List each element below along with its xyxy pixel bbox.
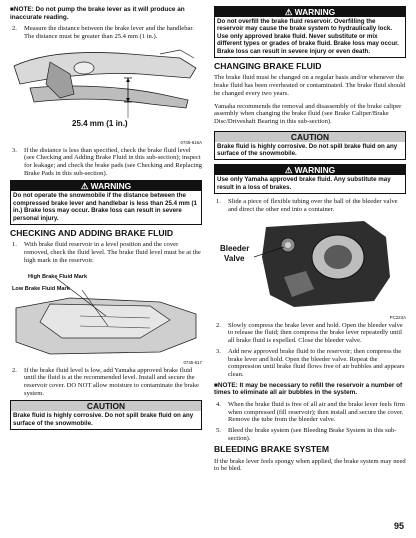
warning-box-overfill (214, 6, 406, 58)
step-text: With brake fluid reservoir in a level position and the cover removed, check the fluid level. The brake fluid level must be at the high mark in the reservoir. (24, 241, 201, 264)
caution-header: CAUTION (215, 132, 405, 142)
paragraph-spongy: If the brake lever feels spongy when applied, the brake system may need to be bled. (214, 457, 406, 473)
step-text: Add new approved brake fluid to the reservoir; then compress the brake lever and hold. Open the bleeder valve. Repeat the compression until brake fluid flows free of air bubbles and appears clean. (228, 347, 405, 378)
step-1-check-fluid (10, 241, 202, 264)
figure-fluid-marks (10, 268, 202, 365)
heading-checking-adding: CHECKING AND ADDING BRAKE FLUID (10, 228, 174, 239)
figure-ref: 0745-617 (183, 359, 202, 365)
step-text: If the distance is less than specified, check the brake fluid level (see Checking and Adding Brake Fluid in this sub-section); inspect for leakage; and check the brake pads (see Checking and Replacing Brake Pads in this sub-section). (24, 146, 202, 177)
paragraph-recommendation: Yamaha recommends the removal and disassembly of the brake caliper assembly when changing the brake fluid (see Brake Caliper/Brake Disc/Driveshaft Bearing in this sub-section). (214, 102, 402, 125)
step-text: Measure the distance between the brake lever and the handlebar. The distance must be greater than 25.4 mm (1 in.). (24, 25, 194, 40)
caution-header: CAUTION (11, 401, 201, 411)
note-top: ■NOTE: Do not pump the brake lever as it will produce an inaccurate reading. (10, 6, 185, 21)
warning-text: Use only Yamaha approved brake fluid. Any substitute may result in a loss of brakes. (217, 176, 391, 191)
step-5-bleed (214, 427, 406, 442)
caution-text: Brake fluid is highly corrosive. Do not spill brake fluid on any surface of the snowmobile. (13, 412, 194, 427)
step-number: 2. (12, 366, 17, 374)
warning-header: ⚠ WARNING (215, 7, 405, 17)
step-text: Bleed the brake system (see Bleeding Brake System in this sub-section). (228, 426, 397, 442)
low-mark-label: Low Brake Fluid Mark (12, 285, 70, 292)
page-number: 95 (393, 521, 404, 531)
step-3-check-level (10, 147, 202, 178)
warning-header: ⚠ WARNING (215, 165, 405, 175)
step-number: 5. (216, 426, 221, 434)
reservoir-illustration (10, 268, 202, 356)
step-number: 1. (12, 241, 17, 249)
caliper-photo (214, 217, 406, 311)
high-mark-label: High Brake Fluid Mark (28, 273, 88, 280)
heading-changing-fluid: CHANGING BRAKE FLUID (214, 61, 322, 72)
bleeder-label-line2: Valve (224, 253, 245, 263)
bleeder-label-line1: Bleeder (220, 243, 250, 253)
caution-text: Brake fluid is highly corrosive. Do not spill brake fluid on any surface of the snowmobile. (217, 142, 398, 158)
step-text: Slowly compress the brake lever and hold. Open the bleeder valve to release the fluid; then compress the brake lever repeatedly until all brake fluid is expelled. Close the bleeder valve. (228, 321, 403, 345)
step-text: Slide a piece of flexible tubing over the ball of the bleeder valve and direct the other end into a container. (228, 198, 398, 213)
warning-box-approved-fluid (214, 164, 406, 194)
heading-bleeding: BLEEDING BRAKE SYSTEM (214, 444, 330, 455)
warning-box-distance (10, 180, 202, 225)
note-refill: ■NOTE: It may be necessary to refill the reservoir a number of times to eliminate all air bubbles in the system. (214, 381, 403, 397)
distance-label: 25.4 mm (1 in.) (72, 118, 128, 128)
caution-box-corrosive (10, 400, 202, 430)
left-column (10, 6, 202, 434)
right-column (214, 6, 406, 478)
warning-text: Do not operate the snowmobile if the distance between the compressed brake lever and handlebar is less than 25.4 mm (1 in.) Brake loss may occur. Brake loss can result in severe personal injury. (13, 192, 197, 222)
warning-text: Do not overfill the brake fluid reservoir. Overfilling the reservoir may cause the brake system to hydraulically lock. Use only approved brake fluid. Never substitute or mix different types or grades of brake fluid. Brake loss may occur. Brake loss can result in severe injury or even death. (217, 18, 399, 55)
step-text: If the brake fluid level is low, add Yamaha approved brake fluid until the fluid is at the recommended level. Install and secure the reservoir cover. DO NOT allow moisture to contaminate the brake system. (24, 366, 199, 397)
step-2-compress (214, 322, 406, 345)
step-number: 3. (216, 347, 221, 355)
step-1-tubing (214, 198, 406, 213)
step-2-add-fluid (10, 367, 202, 398)
step-4-install-cover (214, 401, 406, 424)
step-text: When the brake fluid is free of all air and the brake lever feels firm when compressed (fill reservoir); then install and secure the cover. Remove the tube from the bleeder valve. (228, 400, 405, 424)
step-number: 2. (216, 321, 221, 329)
step-number: 1. (216, 198, 221, 206)
figure-bleeder-valve (214, 217, 406, 320)
figure-ref: 0745-616A (180, 139, 202, 145)
warning-header: ⚠ WARNING (11, 181, 201, 191)
figure-brake-lever-distance (10, 44, 202, 145)
step-number: 4. (216, 400, 221, 408)
figure-ref: PC223A (389, 314, 406, 320)
brake-lever-illustration (10, 44, 202, 136)
step-2-measure (10, 25, 202, 40)
step-3-add-new (214, 348, 406, 379)
step-number: 2. (12, 25, 17, 33)
caution-box-corrosive (214, 131, 406, 161)
step-number: 3. (12, 146, 17, 154)
paragraph-change-interval: The brake fluid must be changed on a regular basis and/or whenever the brake fluid has been overheated or contaminated. The brake fluid should be changed every two years. (214, 74, 406, 97)
